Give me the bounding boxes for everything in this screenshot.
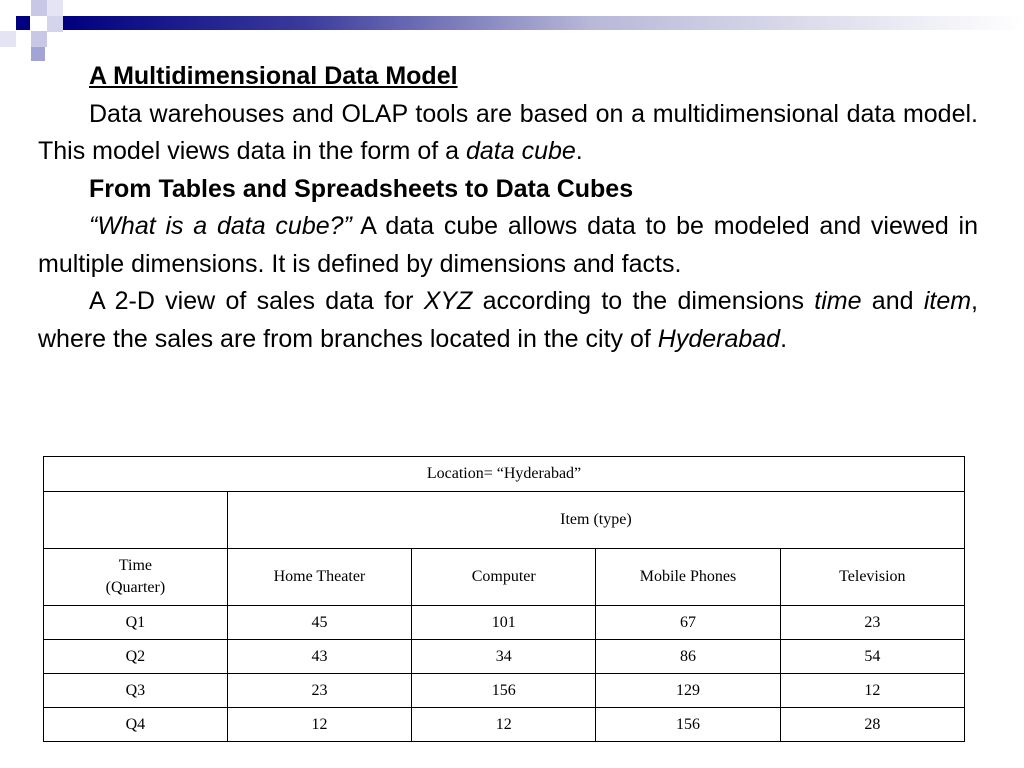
- paragraph-2: [38, 208, 978, 283]
- paragraph-3-italic: XYZ: [423, 287, 473, 315]
- value-cell: 12: [412, 708, 596, 742]
- quarter-label: (Quarter): [105, 579, 166, 596]
- item-type-cell: Item (type): [227, 492, 964, 549]
- empty-cell: [44, 492, 228, 549]
- value-cell: 129: [596, 674, 780, 708]
- heading-multidimensional-model: [38, 58, 978, 96]
- location-cell: Location= “Hyderabad”: [44, 457, 965, 492]
- paragraph-3-text: , where the sales are from branches located in the city of: [38, 287, 978, 353]
- deco-square: [47, 16, 63, 32]
- table-row: [44, 674, 965, 708]
- value-cell: 54: [780, 640, 964, 674]
- quarter-cell: Q3: [44, 674, 228, 708]
- paragraph-2-text: A data cube allows data to be modeled and viewed in multiple dimensions. It is defined by dimensions and facts.: [38, 212, 978, 278]
- column-header: Mobile Phones: [596, 549, 780, 606]
- heading-1: A Multidimensional Data Model: [89, 62, 458, 90]
- value-cell: 28: [780, 708, 964, 742]
- value-cell: 45: [227, 606, 411, 640]
- title-gradient-bar: [63, 16, 1024, 30]
- paragraph-3-text: .: [780, 324, 788, 353]
- value-cell: 156: [412, 674, 596, 708]
- paragraph-3-italic: Hyderabad: [657, 324, 781, 353]
- heading-tables-to-cubes: [38, 171, 978, 209]
- deco-square-accent: [16, 16, 30, 30]
- deco-square: [31, 31, 47, 47]
- value-cell: 86: [596, 640, 780, 674]
- paragraph-3-text: and: [861, 287, 924, 315]
- paragraph-1-end: .: [575, 137, 583, 165]
- value-cell: 43: [227, 640, 411, 674]
- value-cell: 101: [412, 606, 596, 640]
- quarter-cell: Q1: [44, 606, 228, 640]
- column-header: Television: [780, 549, 964, 606]
- paragraph-3-text: according to the dimensions: [472, 287, 815, 315]
- quarter-cell: Q4: [44, 708, 228, 742]
- value-cell: 23: [227, 674, 411, 708]
- value-cell: 12: [227, 708, 411, 742]
- time-label: Time: [118, 557, 152, 574]
- table-header-row: [44, 549, 965, 606]
- paragraph-1: [38, 96, 978, 171]
- paragraph-1-text: Data warehouses and OLAP tools are based on a multidimensional data model. This model views data in the form of a: [38, 99, 978, 165]
- paragraph-2-question: “What is a data cube?”: [89, 212, 352, 240]
- value-cell: 34: [412, 640, 596, 674]
- paragraph-3-italic: time: [814, 287, 862, 315]
- table-row-location: [44, 457, 965, 492]
- deco-square: [47, 0, 63, 16]
- value-cell: 12: [780, 674, 964, 708]
- table-row: [44, 606, 965, 640]
- paragraph-3-text: A 2-D view of sales data for: [89, 287, 424, 315]
- column-header: Home Theater: [227, 549, 411, 606]
- value-cell: 67: [596, 606, 780, 640]
- value-cell: 23: [780, 606, 964, 640]
- value-cell: 156: [596, 708, 780, 742]
- quarter-cell: Q2: [44, 640, 228, 674]
- table-row: [44, 708, 965, 742]
- table-row-item: [44, 492, 965, 549]
- paragraph-3: [38, 283, 978, 358]
- deco-square: [0, 31, 16, 47]
- deco-square: [31, 0, 47, 16]
- paragraph-3-italic: item: [923, 287, 972, 315]
- column-header: Computer: [412, 549, 596, 606]
- heading-2: From Tables and Spreadsheets to Data Cubes: [89, 174, 634, 203]
- slide-body: [38, 58, 978, 358]
- table-row: [44, 640, 965, 674]
- time-quarter-header: [44, 549, 228, 606]
- sales-table: [43, 456, 965, 742]
- paragraph-1-italic: data cube: [465, 137, 576, 165]
